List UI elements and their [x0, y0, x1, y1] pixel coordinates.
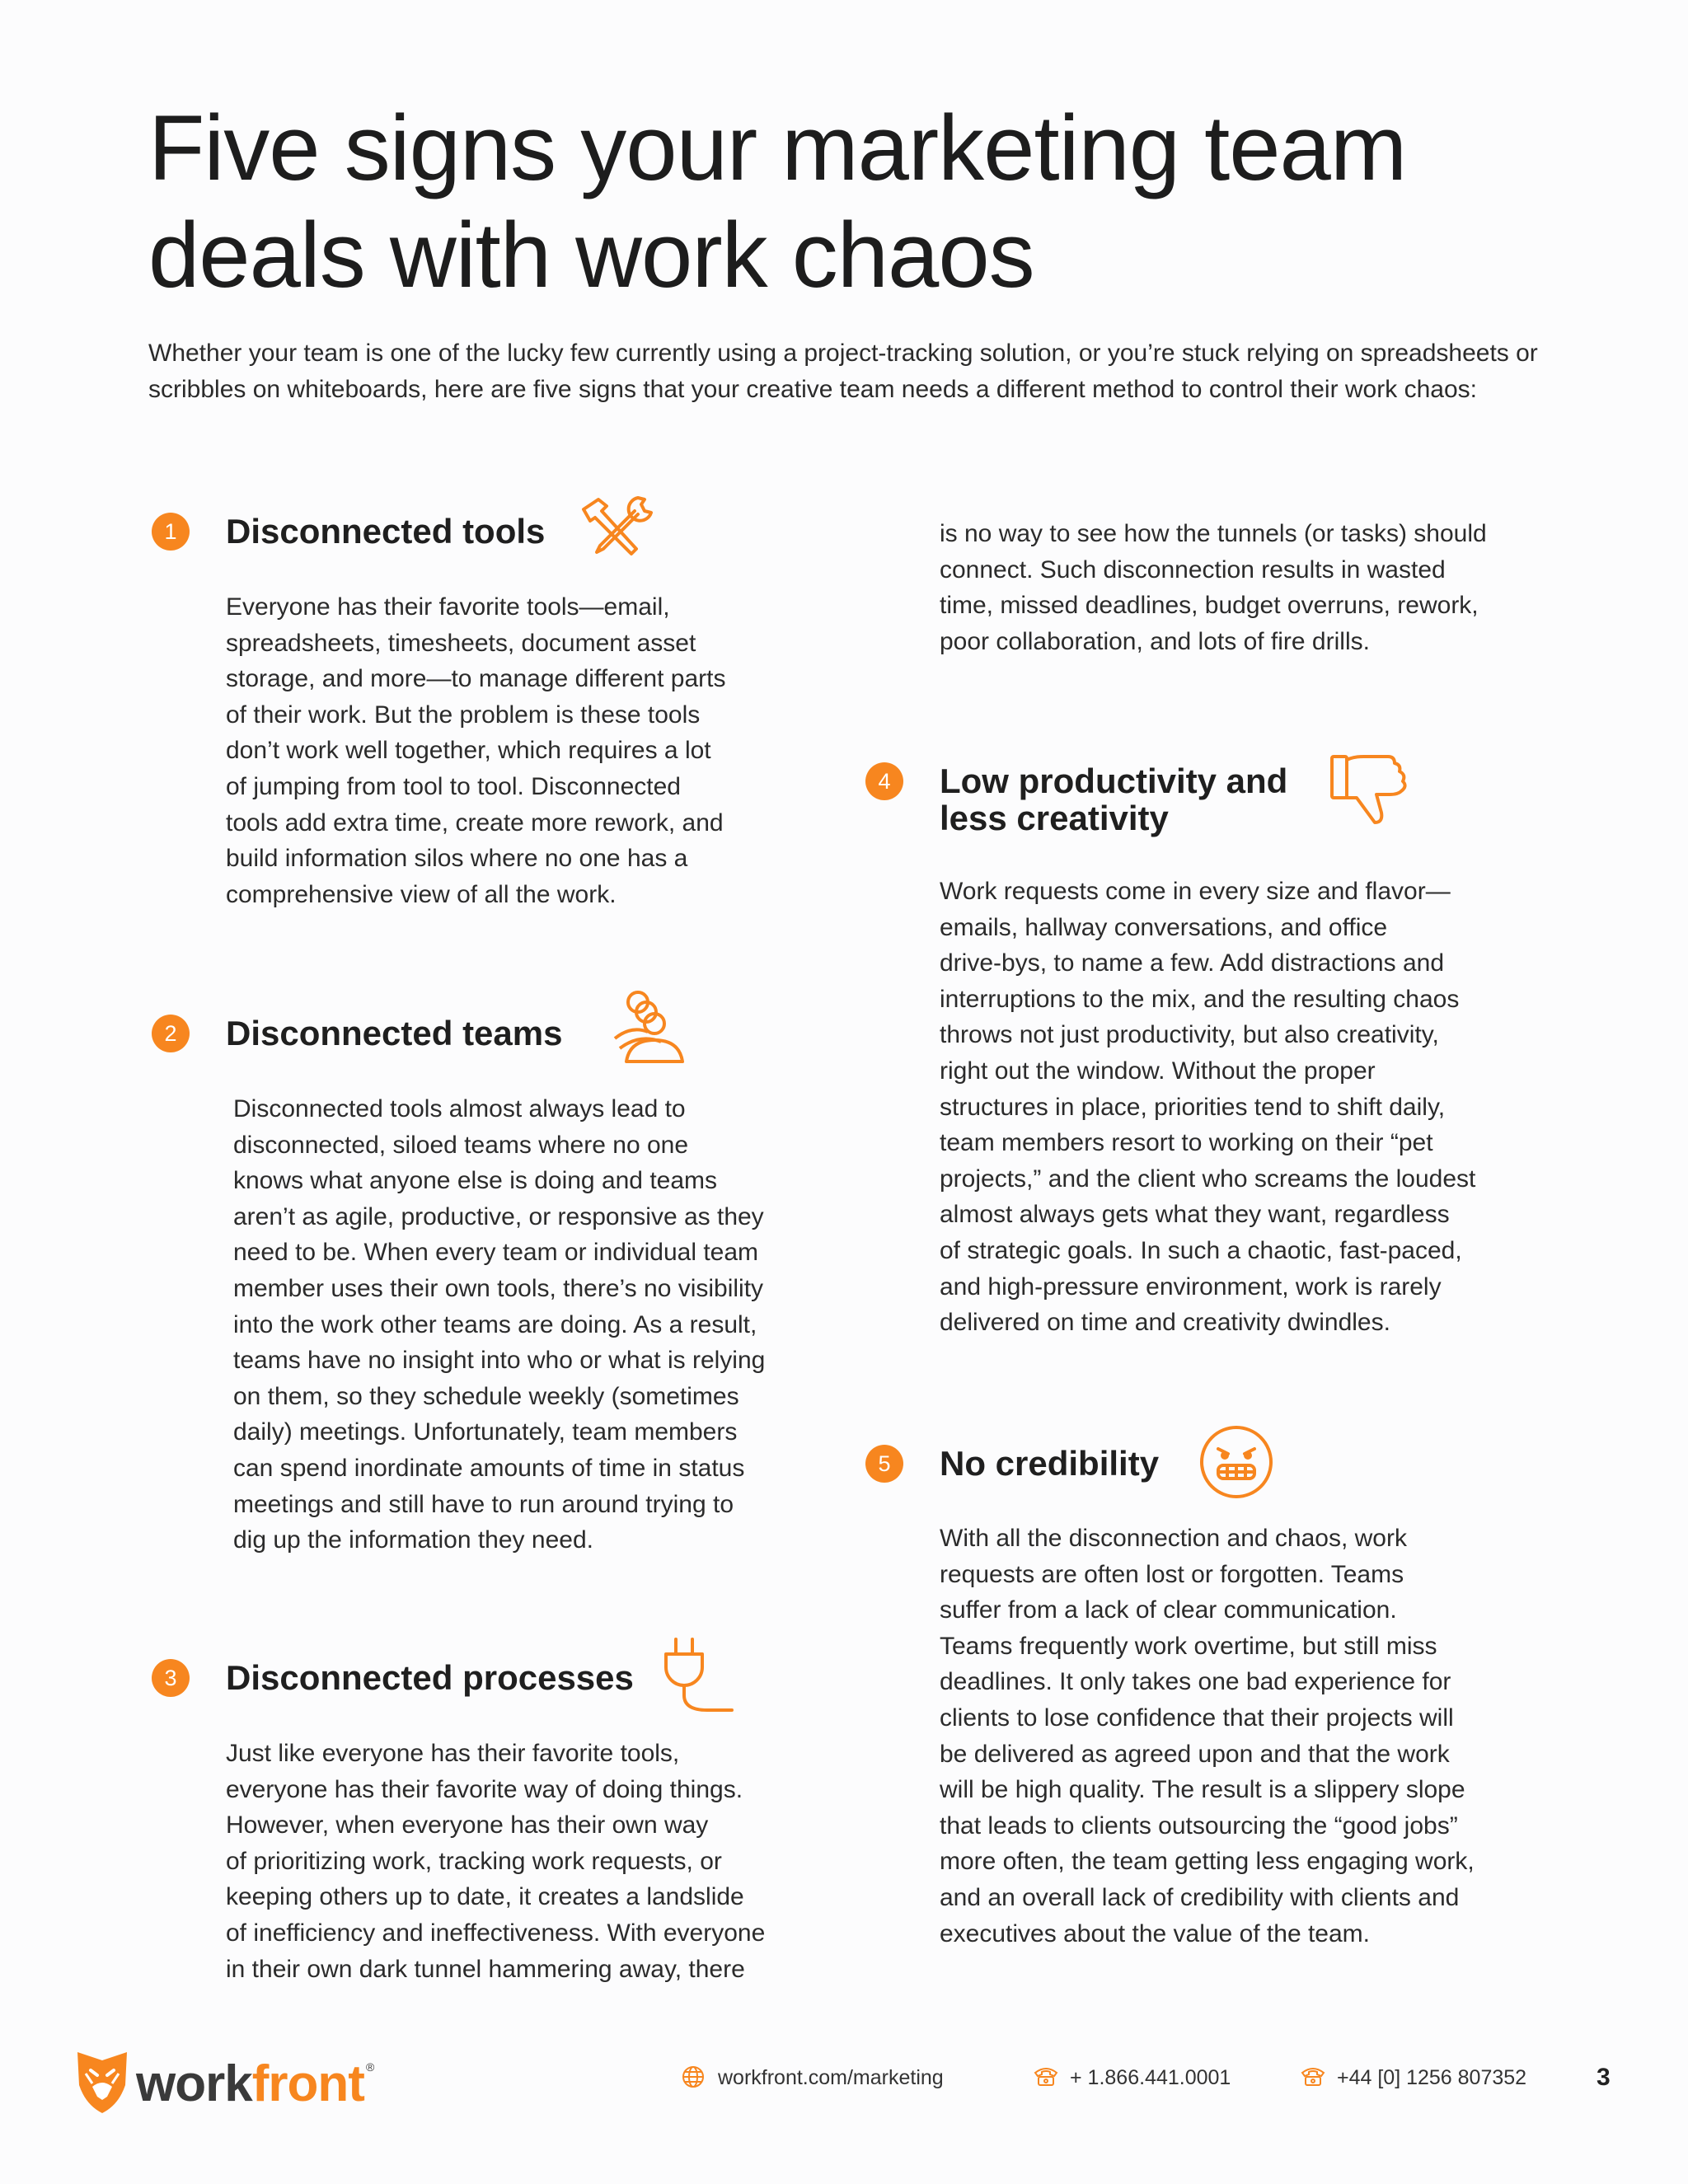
body-line: deadlines. It only takes one bad experience for — [940, 1668, 1451, 1696]
body-line: Just like everyone has their favorite tools, — [226, 1740, 680, 1767]
body-line: in their own dark tunnel hammering away, there — [226, 1955, 745, 1983]
body-line: everyone has their favorite way of doing things. — [226, 1775, 743, 1803]
logo-wordmark — [136, 2055, 364, 2113]
body-line: and an overall lack of credibility with clients and — [940, 1883, 1460, 1911]
section-body — [940, 874, 1475, 1341]
body-line: requests are often lost or forgotten. Teams — [940, 1560, 1404, 1588]
body-line: Teams frequently work overtime, but still miss — [940, 1632, 1437, 1660]
phone-us-number[interactable]: + 1.866.441.0001 — [1070, 2066, 1231, 2089]
body-line: of prioritizing work, tracking work requests, or — [226, 1847, 722, 1875]
section-heading — [226, 513, 545, 550]
footer-website[interactable] — [718, 2065, 944, 2090]
plug-icon — [659, 1636, 738, 1715]
section-body — [940, 1521, 1475, 1952]
body-line: is no way to see how the tunnels (or tasks) should — [940, 520, 1487, 547]
page-title-line-2: deals with work chaos — [148, 204, 1034, 307]
phone-icon — [1034, 2065, 1058, 2093]
section-body — [233, 1091, 765, 1558]
body-line: time, missed deadlines, budget overruns, rework, — [940, 592, 1479, 620]
section-heading-line: Disconnected teams — [226, 1014, 563, 1052]
intro-paragraph: Whether your team is one of the lucky few currently using a project-tracking solution, or you’re stuck relying on spreadsheets or scribbles on whiteboards, here are five signs that your creative team needs a different method to control their work chaos: — [148, 340, 1538, 403]
body-line: member uses their own tools, there’s no visibility — [233, 1274, 764, 1302]
body-line: on them, so they schedule weekly (sometimes — [233, 1382, 739, 1410]
body-line: be delivered as agreed upon and that the work — [940, 1740, 1450, 1768]
body-line: interruptions to the mix, and the resulting chaos — [940, 985, 1460, 1013]
section-heading — [940, 762, 1287, 837]
body-line: With all the disconnection and chaos, work — [940, 1525, 1407, 1552]
body-line: aren’t as agile, productive, or responsive as they — [233, 1202, 764, 1230]
footer-phone-uk[interactable] — [1337, 2065, 1526, 2090]
body-line: team members resort to working on their “pet — [940, 1129, 1433, 1157]
section-number-badge: 2 — [152, 1015, 190, 1052]
body-line: emails, hallway conversations, and office — [940, 913, 1388, 941]
body-line: delivered on time and creativity dwindles. — [940, 1309, 1390, 1337]
body-line: storage, and more—to manage different parts — [226, 665, 726, 693]
tools-icon — [579, 493, 661, 559]
footer-phone-us[interactable] — [1070, 2065, 1231, 2090]
section-body-continued — [940, 516, 1487, 659]
body-line: disconnected, siloed teams where no one — [233, 1131, 689, 1159]
body-line: of inefficiency and ineffectiveness. With everyone — [226, 1919, 766, 1947]
body-line: tools add extra time, create more rework, and — [226, 808, 724, 837]
body-line: spreadsheets, timesheets, document asset — [226, 629, 696, 657]
section-number-badge: 1 — [152, 513, 190, 551]
body-line: can spend inordinate amounts of time in status — [233, 1454, 745, 1482]
body-line: almost always gets what they want, regardless — [940, 1201, 1450, 1229]
section-heading — [940, 1445, 1159, 1482]
body-line: build information silos where no one has a — [226, 845, 688, 873]
section-heading-line: Low productivity and — [940, 762, 1288, 800]
body-line: knows what anyone else is doing and teams — [233, 1167, 718, 1195]
body-line: meetings and still have to run around trying to — [233, 1490, 734, 1518]
section-body — [226, 1736, 765, 1987]
body-line: poor collaboration, and lots of fire drills. — [940, 627, 1370, 655]
body-line: comprehensive view of all the work. — [226, 880, 617, 908]
body-line: Everyone has their favorite tools—email, — [226, 593, 670, 621]
section-number-badge: 3 — [152, 1659, 190, 1697]
body-line: executives about the value of the team. — [940, 1919, 1370, 1947]
page-number: 3 — [1597, 2064, 1611, 2091]
body-line: connect. Such disconnection results in wasted — [940, 555, 1446, 583]
website-link[interactable]: workfront.com/marketing — [718, 2066, 944, 2089]
grimace-face-icon — [1198, 1424, 1274, 1500]
body-line: don’t work well together, which requires a lot — [226, 737, 711, 765]
section-heading — [226, 1015, 562, 1052]
body-line: Work requests come in every size and flavor— — [940, 878, 1451, 905]
body-line: daily) meetings. Unfortunately, team members — [233, 1418, 738, 1446]
body-line: projects,” and the client who screams the loudest — [940, 1165, 1476, 1193]
body-line: structures in place, priorities tend to shift daily, — [940, 1093, 1446, 1121]
section-number-badge: 5 — [865, 1445, 903, 1483]
thumbs-down-icon — [1329, 752, 1408, 831]
body-line: more often, the team getting less engaging work, — [940, 1848, 1475, 1876]
trademark-symbol: ® — [366, 2060, 375, 2074]
body-line: dig up the information they need. — [233, 1526, 593, 1554]
body-line: teams have no insight into who or what is relying — [233, 1347, 766, 1375]
phone-icon — [1301, 2065, 1325, 2093]
logo-word-work: work — [136, 2055, 252, 2112]
body-line: suffer from a lack of clear communication. — [940, 1596, 1397, 1624]
section-heading-line: Disconnected tools — [226, 512, 546, 551]
body-line: of jumping from tool to tool. Disconnected — [226, 772, 681, 800]
page-footer — [0, 2036, 1688, 2135]
section-heading-line: less creativity — [940, 799, 1169, 837]
body-line: clients to lose confidence that their projects will — [940, 1704, 1454, 1732]
body-line: throws not just productivity, but also creativity, — [940, 1021, 1439, 1049]
body-line: However, when everyone has their own way — [226, 1811, 709, 1840]
body-line: need to be. When every team or individual team — [233, 1239, 759, 1267]
page-title-line-1: Five signs your marketing team — [148, 96, 1407, 199]
globe-icon — [682, 2065, 705, 2094]
body-line: that leads to clients outsourcing the “good jobs” — [940, 1811, 1458, 1840]
body-line: keeping others up to date, it creates a landslide — [226, 1883, 744, 1911]
people-icon — [608, 989, 691, 1068]
phone-uk-number[interactable]: +44 [0] 1256 807352 — [1337, 2066, 1527, 2089]
body-line: of strategic goals. In such a chaotic, fast-paced, — [940, 1236, 1462, 1264]
section-heading — [226, 1659, 634, 1696]
body-line: of their work. But the problem is these tools — [226, 701, 701, 729]
body-line: will be high quality. The result is a slippery slope — [940, 1776, 1465, 1804]
section-number-badge: 4 — [865, 762, 903, 800]
body-line: Disconnected tools almost always lead to — [233, 1095, 686, 1122]
body-line: and high-pressure environment, work is rarely — [940, 1272, 1442, 1301]
section-heading-line: Disconnected processes — [226, 1658, 634, 1697]
workfront-logo — [73, 2049, 132, 2119]
section-body — [226, 589, 725, 912]
body-line: drive-bys, to name a few. Add distractions and — [940, 949, 1444, 977]
section-heading-line: No credibility — [940, 1444, 1160, 1483]
body-line: right out the window. Without the proper — [940, 1057, 1376, 1085]
body-line: into the work other teams are doing. As a result, — [233, 1310, 757, 1338]
page-title — [148, 95, 1599, 309]
logo-word-front: front — [251, 2055, 364, 2112]
